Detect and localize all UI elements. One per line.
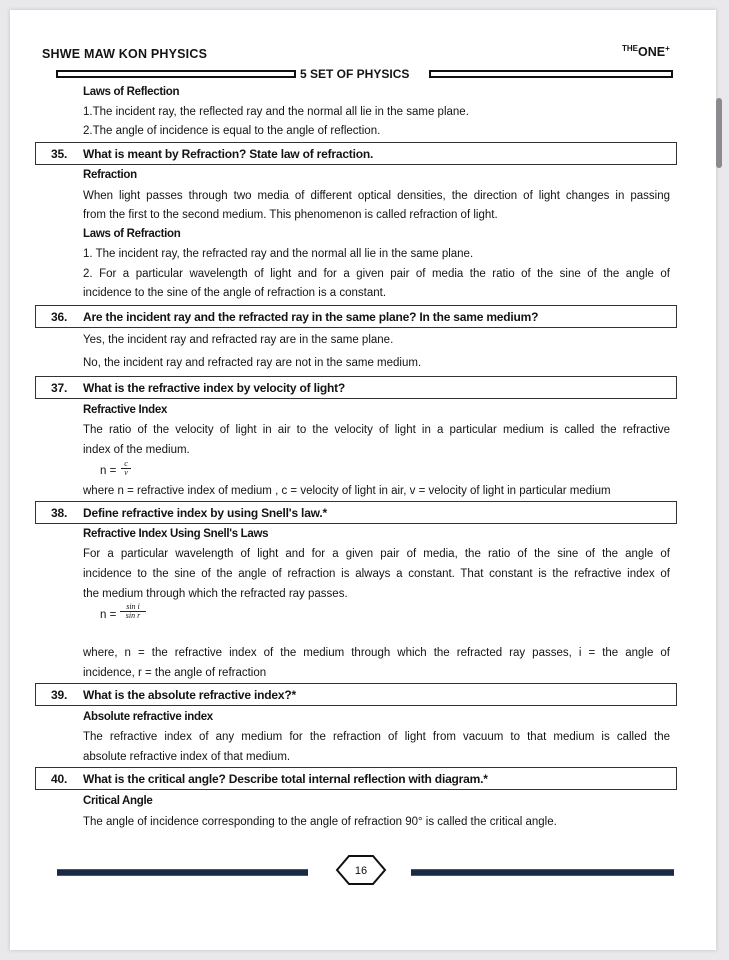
heading-absolute-index: Absolute refractive index — [83, 711, 213, 723]
paragraph-line: from the first to the second medium. This phenomenon is called refraction of light. — [83, 209, 498, 221]
question-box-39 — [35, 683, 677, 706]
formula-explanation: where, n = the refractive index of the medium through which the refracted ray passes, i = the angle of — [83, 647, 670, 659]
footer-rule-right — [411, 869, 674, 876]
paragraph-line: absolute refractive index of that medium. — [83, 751, 291, 763]
refraction-law-1: 1. The incident ray, the refracted ray and the normal all lie in the same plane. — [83, 248, 474, 260]
scrollbar-thumb[interactable] — [716, 98, 722, 168]
paragraph-line: For a particular wavelength of light and for a given pair of media, the ratio of the sine of the angle of — [83, 548, 670, 560]
heading-laws-of-refraction: Laws of Refraction — [83, 228, 181, 240]
question-text: What is the absolute refractive index?* — [83, 688, 296, 702]
header-title: SHWE MAW KON PHYSICS — [42, 47, 208, 61]
header-rule-right — [429, 70, 673, 78]
page-number: 16 — [354, 865, 368, 877]
formula-fraction — [120, 603, 146, 620]
question-box-38 — [35, 501, 677, 524]
question-text: Are the incident ray and the refracted ray in the same plane? In the same medium? — [83, 310, 539, 324]
question-text: What is the refractive index by velocity of light? — [83, 381, 346, 395]
heading-critical-angle: Critical Angle — [83, 795, 153, 807]
question-text: Define refractive index by using Snell's law.* — [83, 506, 327, 520]
paragraph-line: The refractive index of any medium for the refraction of light from vacuum to that medium is called the — [83, 731, 670, 743]
question-box-40 — [35, 767, 677, 790]
paragraph-line: index of the medium. — [83, 444, 190, 456]
question-number: 36. — [51, 310, 68, 324]
paragraph-line: When light passes through two media of different optical densities, the direction of light changes in passing — [83, 190, 670, 202]
heading-laws-of-reflection: Laws of Reflection — [83, 86, 180, 98]
formula-denominator: sin r — [120, 611, 146, 620]
heading-snells-law: Refractive Index Using Snell's Laws — [83, 528, 269, 540]
question-text: What is the critical angle? Describe total internal reflection with diagram.* — [83, 772, 488, 786]
answer-line: No, the incident ray and refracted ray are not in the same medium. — [83, 357, 422, 369]
reflection-law-2: 2.The angle of incidence is equal to the angle of reflection. — [83, 125, 381, 137]
formula-fraction — [121, 460, 131, 477]
formula-numerator: c — [124, 459, 128, 468]
refraction-law-2: 2. For a particular wavelength of light and for a given pair of media the ratio of the sine of the angle of — [83, 268, 670, 280]
formula-lhs: n = — [100, 609, 117, 621]
question-box-37 — [35, 376, 677, 399]
formula-explanation-cont: incidence, r = the angle of refraction — [83, 667, 267, 679]
formula-denominator: v — [121, 468, 131, 477]
paragraph-line: The ratio of the velocity of light in air to the velocity of light in a particular medium is called the refractive — [83, 424, 670, 436]
footer-rule-left — [57, 869, 308, 876]
formula-numerator: sin i — [126, 602, 140, 611]
question-number: 37. — [51, 381, 68, 395]
question-number: 35. — [51, 147, 68, 161]
formula-explanation: where n = refractive index of medium , c = velocity of light in air, v = velocity of light in particular medium — [83, 485, 611, 497]
question-number: 38. — [51, 506, 68, 520]
question-box-36 — [35, 305, 677, 328]
refraction-law-2-cont: incidence to the sine of the angle of refraction is a constant. — [83, 287, 387, 299]
paragraph-line: the medium through which the refracted ray passes. — [83, 588, 348, 600]
paragraph-line: incidence to the sine of the angle of refraction is always a constant. That constant is the refractive index of — [83, 568, 670, 580]
header-rule-left — [56, 70, 296, 78]
answer-line: Yes, the incident ray and refracted ray are in the same plane. — [83, 334, 394, 346]
formula-lhs: n = — [100, 465, 117, 477]
heading-refraction: Refraction — [83, 169, 137, 181]
reflection-law-1: 1.The incident ray, the reflected ray and the normal all lie in the same plane. — [83, 106, 469, 118]
brand-logo: $^{THE}$ONE+ — [622, 44, 670, 60]
question-number: 40. — [51, 772, 68, 786]
paragraph-line: The angle of incidence corresponding to the angle of refraction 90° is called the critical angle. — [83, 816, 557, 828]
question-text: What is meant by Refraction? State law of refraction. — [83, 147, 374, 161]
page-number-badge — [334, 853, 388, 887]
question-number: 39. — [51, 688, 68, 702]
section-title: 5 SET OF PHYSICS — [300, 67, 410, 81]
heading-refractive-index: Refractive Index — [83, 404, 168, 416]
question-box-35 — [35, 142, 677, 165]
